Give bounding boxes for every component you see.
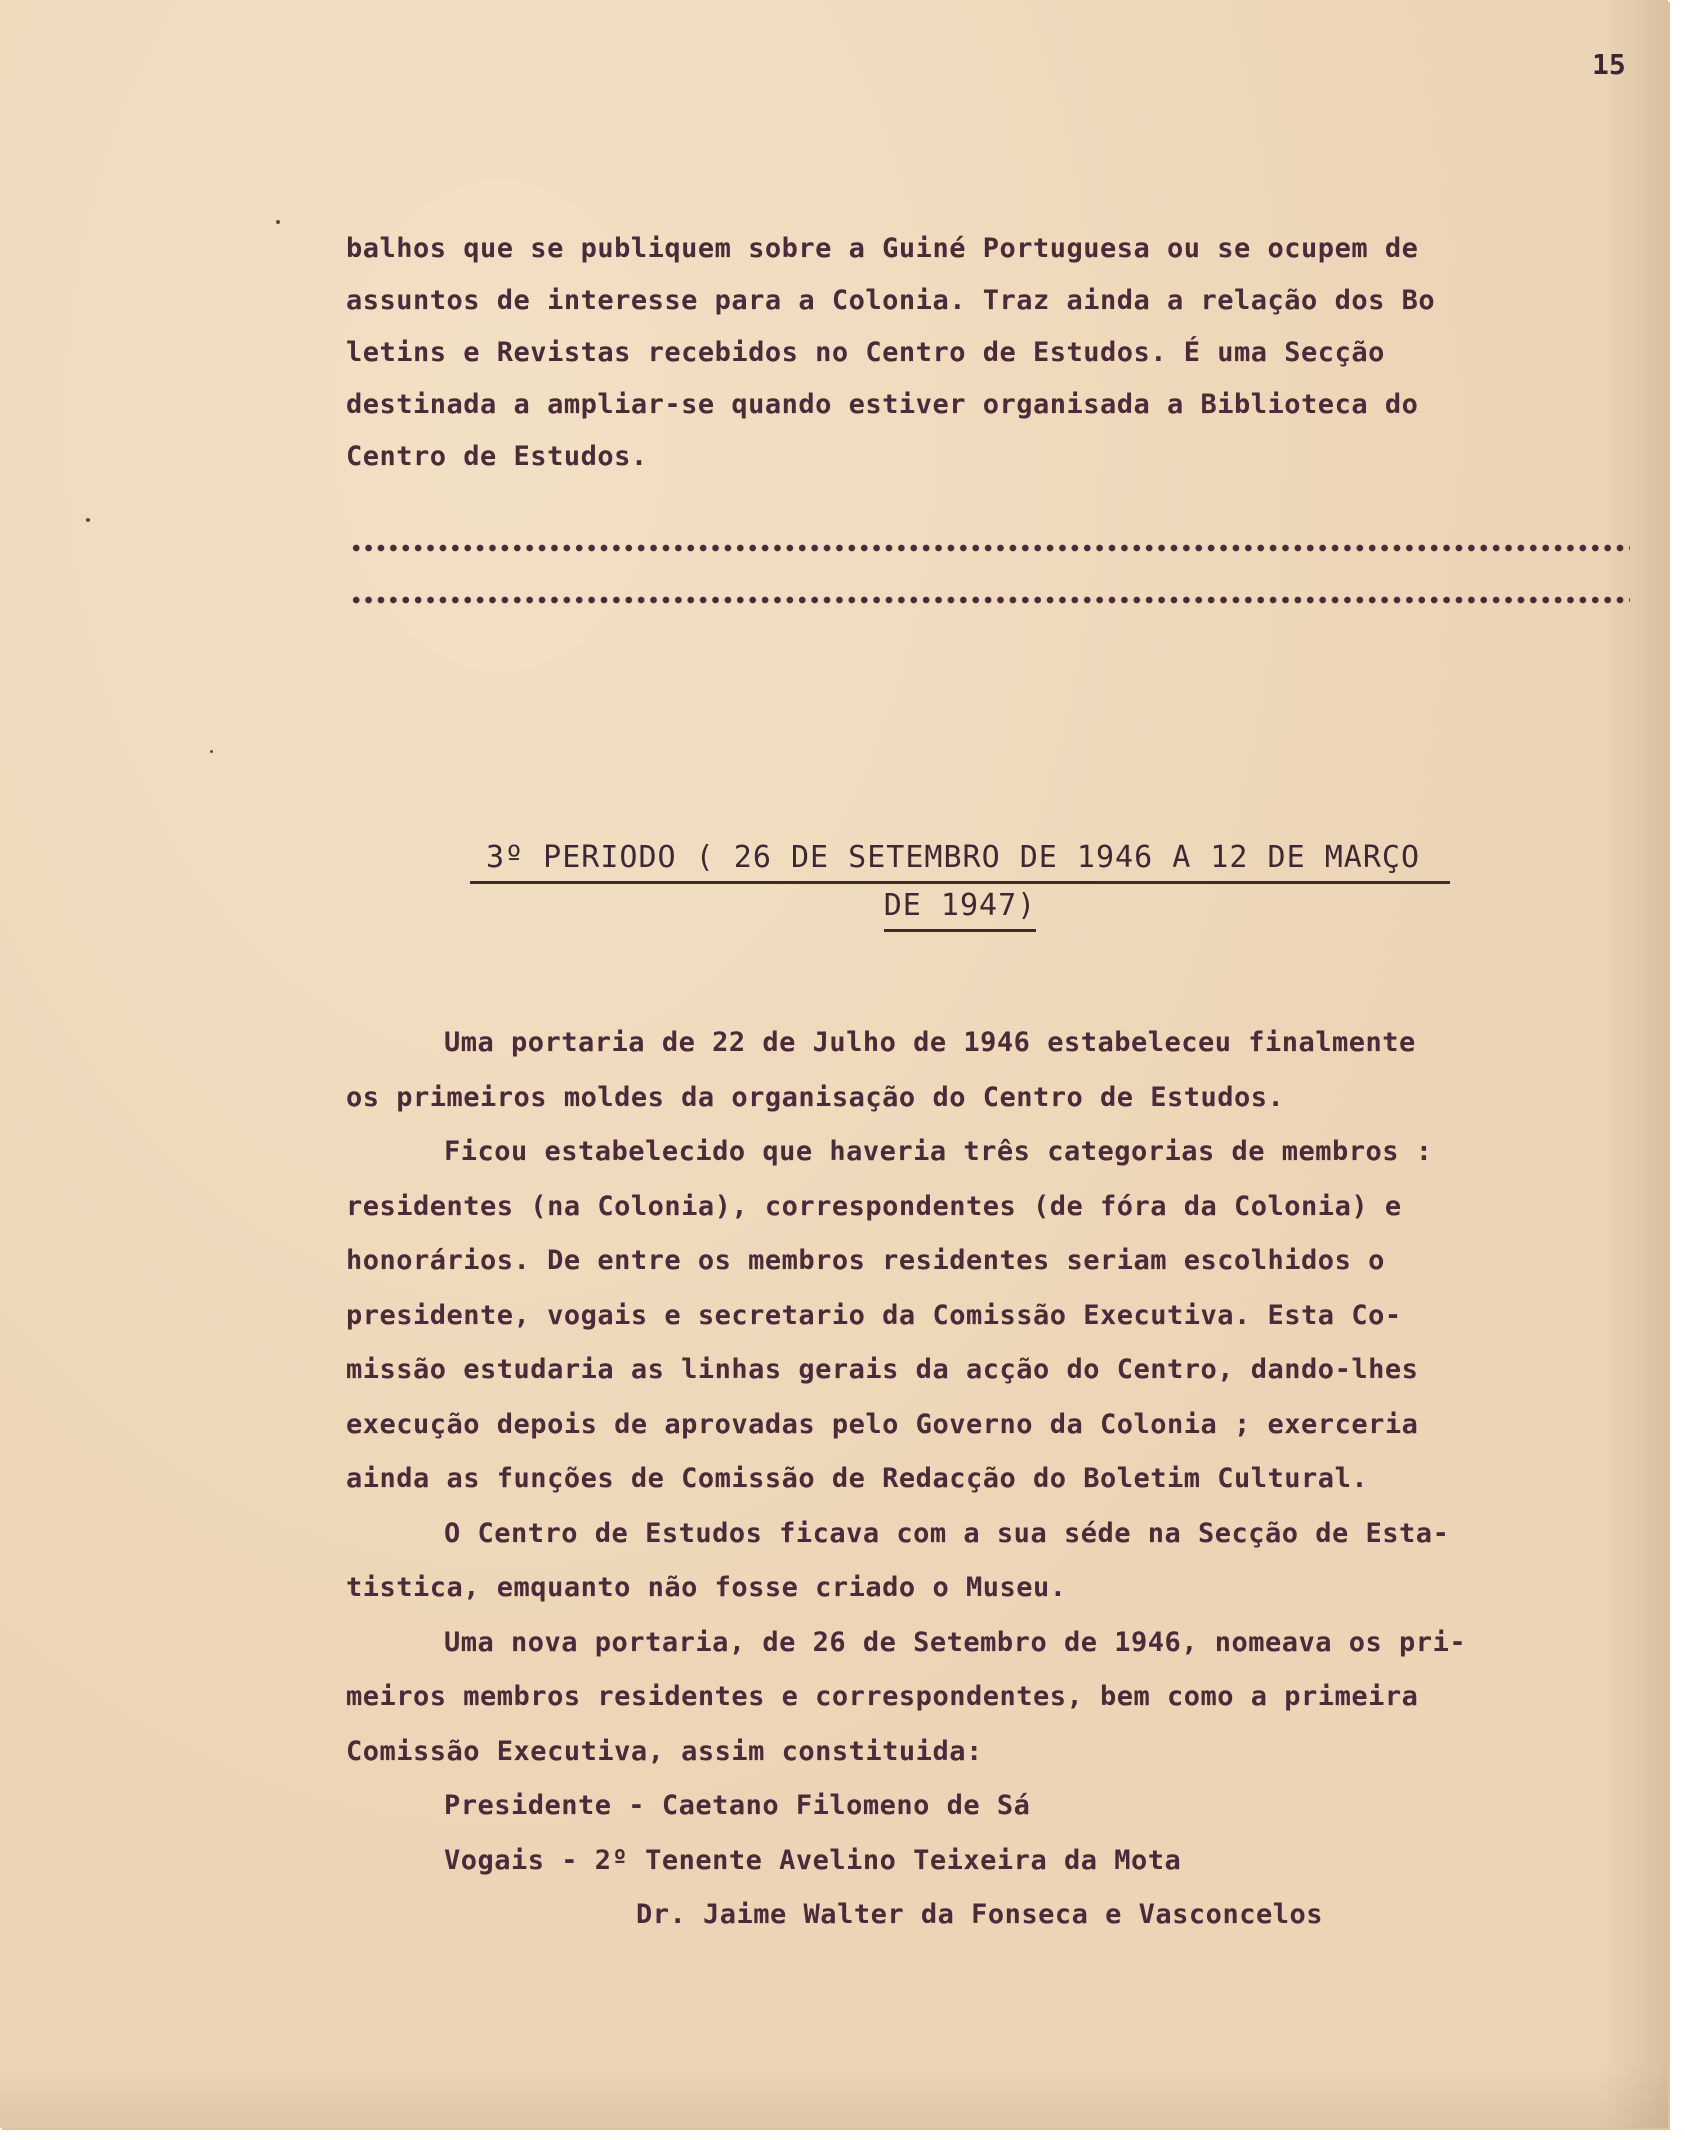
paper-speck — [210, 750, 213, 753]
dotted-separator — [350, 593, 1630, 607]
list-item-vogais: Vogais - 2º Tenente Avelino Teixeira da Mota — [444, 1844, 1182, 1876]
text-line: tistica, emquanto não fosse criado o Museu. — [346, 1572, 1067, 1603]
text-line: ainda as funções de Comissão de Redacção do Boletim Cultural. — [346, 1463, 1369, 1494]
text-line: balhos que se publiquem sobre a Guiné Portuguesa ou se ocupem de — [346, 233, 1419, 264]
text-line: letins e Revistas recebidos no Centro de Estudos. É uma Secção — [346, 337, 1385, 368]
paragraph-first-line: Ficou estabelecido que haveria três categorias de membros : — [444, 1136, 1433, 1167]
text-line: assuntos de interesse para a Colonia. Traz ainda a relação dos Bo — [346, 285, 1436, 316]
section-heading — [470, 840, 1450, 932]
page-number: 15 — [1592, 48, 1626, 81]
text-line: honorários. De entre os membros residentes seriam escolhidos o — [346, 1245, 1385, 1276]
text-line: destinada a ampliar-se quando estiver organisada a Biblioteca do — [346, 389, 1419, 420]
list-item-vogal-2: Dr. Jaime Walter da Fonseca e Vasconcelos — [636, 1899, 1323, 1930]
paragraph-first-line: O Centro de Estudos ficava com a sua séde na Secção de Esta- — [444, 1517, 1450, 1549]
paper-speck — [86, 518, 90, 522]
text-line: residentes (na Colonia), correspondentes (de fóra da Colonia) e — [346, 1190, 1402, 1222]
text-line: execução depois de aprovadas pelo Governo da Colonia ; exerceria — [346, 1408, 1419, 1440]
paragraph-first-line: Uma portaria de 22 de Julho de 1946 estabeleceu finalmente — [444, 1027, 1416, 1058]
paper-speck — [276, 220, 280, 224]
text-line: missão estudaria as linhas gerais da acção do Centro, dando-lhes — [346, 1354, 1419, 1385]
heading-line-2-text: DE 1947) — [884, 888, 1037, 932]
paragraph-first-line: Uma nova portaria, de 26 de Setembro de 1946, nomeava os pri- — [444, 1626, 1467, 1658]
text-line: meiros membros residentes e correspondentes, bem como a primeira — [346, 1681, 1419, 1712]
dotted-separator — [350, 541, 1630, 555]
text-line: os primeiros moldes da organisação do Centro de Estudos. — [346, 1081, 1285, 1113]
main-text — [346, 1016, 1646, 1943]
heading-line-1: 3º PERIODO ( 26 DE SETEMBRO DE 1946 A 12 DE MARÇO — [470, 840, 1450, 884]
top-paragraph — [346, 223, 1646, 483]
text-line: Comissão Executiva, assim constituida: — [346, 1735, 983, 1767]
list-item-president: Presidente - Caetano Filomeno de Sá — [444, 1790, 1031, 1821]
text-line: presidente, vogais e secretario da Comissão Executiva. Esta Co- — [346, 1299, 1402, 1331]
heading-line-2 — [470, 884, 1450, 932]
text-line: Centro de Estudos. — [346, 441, 648, 472]
